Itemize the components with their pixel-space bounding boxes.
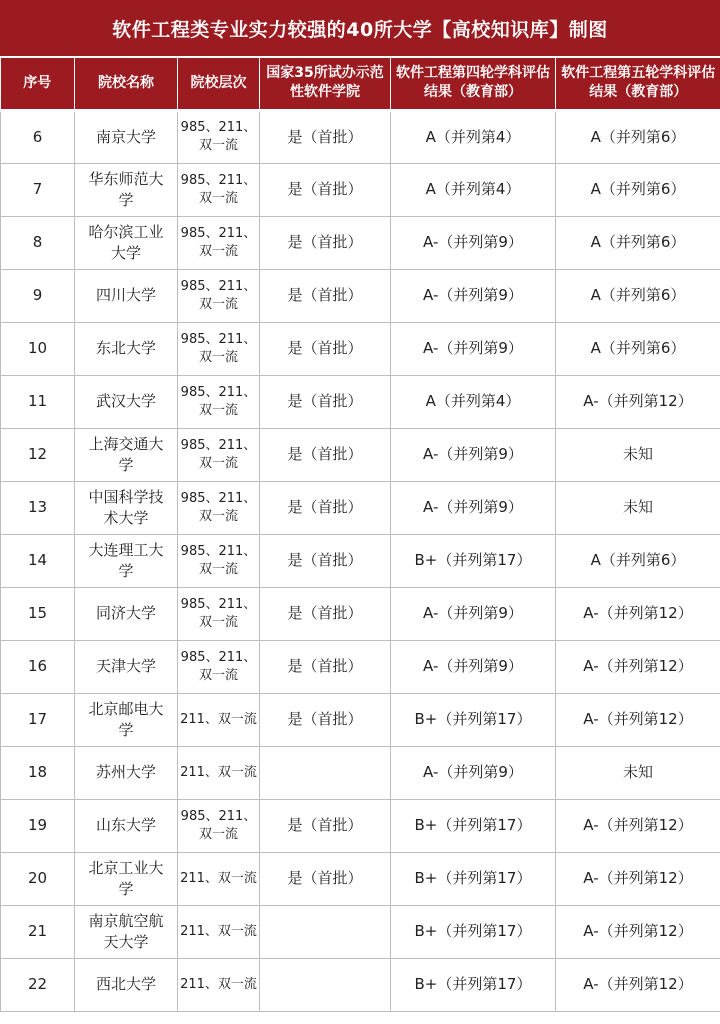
cell-round4-result: A-（并列第9）: [391, 587, 556, 640]
cell-university-name: 四川大学: [75, 269, 178, 322]
cell-pilot-school: 是（首批）: [260, 799, 391, 852]
cell-pilot-school: 是（首批）: [260, 322, 391, 375]
table-row: [1, 746, 720, 799]
table-row: [1, 375, 720, 428]
table-row: [1, 905, 720, 958]
cell-index: 7: [1, 163, 75, 216]
cell-round5-result: A（并列第6）: [556, 216, 720, 269]
cell-pilot-school: [260, 905, 391, 958]
table-row: [1, 640, 720, 693]
cell-index: 16: [1, 640, 75, 693]
cell-pilot-school: [260, 958, 391, 1011]
cell-index: 9: [1, 269, 75, 322]
cell-pilot-school: 是（首批）: [260, 481, 391, 534]
cell-pilot-school: [260, 746, 391, 799]
cell-round4-result: A-（并列第9）: [391, 481, 556, 534]
cell-pilot-school: 是（首批）: [260, 216, 391, 269]
cell-round5-result: A-（并列第12）: [556, 905, 720, 958]
table-row: [1, 534, 720, 587]
cell-round4-result: A-（并列第9）: [391, 216, 556, 269]
cell-round5-result: A-（并列第12）: [556, 375, 720, 428]
cell-round5-result: A-（并列第12）: [556, 799, 720, 852]
cell-round4-result: A-（并列第9）: [391, 746, 556, 799]
cell-round4-result: A（并列第4）: [391, 375, 556, 428]
cell-level: 985、211、双一流: [178, 216, 260, 269]
cell-index: 18: [1, 746, 75, 799]
cell-university-name: 武汉大学: [75, 375, 178, 428]
cell-round4-result: B+（并列第17）: [391, 534, 556, 587]
cell-pilot-school: 是（首批）: [260, 163, 391, 216]
cell-round5-result: A-（并列第12）: [556, 693, 720, 746]
cell-university-name: 同济大学: [75, 587, 178, 640]
header-pilot-software-school: 国家35所试办示范性软件学院: [260, 58, 391, 110]
cell-university-name: 北京工业大学: [75, 852, 178, 905]
cell-round4-result: B+（并列第17）: [391, 693, 556, 746]
cell-university-name: 华东师范大学: [75, 163, 178, 216]
cell-university-name: 山东大学: [75, 799, 178, 852]
header-row: [1, 58, 720, 110]
table-title: 软件工程类专业实力较强的40所大学【高校知识库】制图: [0, 0, 720, 58]
cell-university-name: 天津大学: [75, 640, 178, 693]
cell-level: 211、双一流: [178, 958, 260, 1011]
cell-level: 985、211、双一流: [178, 110, 260, 163]
cell-level: 985、211、双一流: [178, 163, 260, 216]
cell-index: 17: [1, 693, 75, 746]
cell-round5-result: A-（并列第12）: [556, 852, 720, 905]
cell-round4-result: A-（并列第9）: [391, 428, 556, 481]
cell-round5-result: 未知: [556, 481, 720, 534]
cell-index: 14: [1, 534, 75, 587]
table-row: [1, 322, 720, 375]
cell-pilot-school: 是（首批）: [260, 852, 391, 905]
cell-level: 211、双一流: [178, 852, 260, 905]
cell-level: 211、双一流: [178, 905, 260, 958]
cell-round5-result: A（并列第6）: [556, 322, 720, 375]
cell-pilot-school: 是（首批）: [260, 587, 391, 640]
table-row: [1, 799, 720, 852]
table-row: [1, 163, 720, 216]
cell-index: 11: [1, 375, 75, 428]
cell-level: 985、211、双一流: [178, 640, 260, 693]
cell-round5-result: A（并列第6）: [556, 269, 720, 322]
cell-round4-result: B+（并列第17）: [391, 852, 556, 905]
cell-index: 20: [1, 852, 75, 905]
cell-pilot-school: 是（首批）: [260, 375, 391, 428]
cell-university-name: 哈尔滨工业大学: [75, 216, 178, 269]
table-row: [1, 216, 720, 269]
cell-index: 13: [1, 481, 75, 534]
cell-index: 19: [1, 799, 75, 852]
cell-index: 8: [1, 216, 75, 269]
cell-round4-result: B+（并列第17）: [391, 958, 556, 1011]
cell-level: 985、211、双一流: [178, 481, 260, 534]
cell-level: 985、211、双一流: [178, 269, 260, 322]
table-row: [1, 428, 720, 481]
cell-level: 985、211、双一流: [178, 428, 260, 481]
cell-round4-result: B+（并列第17）: [391, 905, 556, 958]
cell-level: 985、211、双一流: [178, 375, 260, 428]
cell-index: 21: [1, 905, 75, 958]
cell-level: 985、211、双一流: [178, 322, 260, 375]
cell-index: 12: [1, 428, 75, 481]
cell-level: 985、211、双一流: [178, 587, 260, 640]
cell-round4-result: B+（并列第17）: [391, 799, 556, 852]
cell-pilot-school: 是（首批）: [260, 428, 391, 481]
table-row: [1, 958, 720, 1011]
cell-round5-result: A（并列第6）: [556, 163, 720, 216]
cell-pilot-school: 是（首批）: [260, 693, 391, 746]
cell-university-name: 中国科学技术大学: [75, 481, 178, 534]
cell-index: 10: [1, 322, 75, 375]
cell-round5-result: 未知: [556, 746, 720, 799]
table-row: [1, 269, 720, 322]
cell-round4-result: A（并列第4）: [391, 163, 556, 216]
university-table: [0, 58, 720, 1012]
table-row: [1, 693, 720, 746]
cell-round5-result: A-（并列第12）: [556, 587, 720, 640]
cell-university-name: 东北大学: [75, 322, 178, 375]
cell-university-name: 苏州大学: [75, 746, 178, 799]
header-index: 序号: [1, 58, 75, 110]
cell-round4-result: A-（并列第9）: [391, 640, 556, 693]
table-row: [1, 852, 720, 905]
cell-university-name: 西北大学: [75, 958, 178, 1011]
cell-pilot-school: 是（首批）: [260, 640, 391, 693]
cell-pilot-school: 是（首批）: [260, 534, 391, 587]
table-row: [1, 110, 720, 163]
cell-round4-result: A-（并列第9）: [391, 269, 556, 322]
cell-round4-result: A-（并列第9）: [391, 322, 556, 375]
header-level: 院校层次: [178, 58, 260, 110]
cell-index: 6: [1, 110, 75, 163]
cell-index: 22: [1, 958, 75, 1011]
cell-university-name: 北京邮电大学: [75, 693, 178, 746]
cell-round5-result: 未知: [556, 428, 720, 481]
cell-university-name: 上海交通大学: [75, 428, 178, 481]
cell-level: 985、211、双一流: [178, 799, 260, 852]
table-row: [1, 481, 720, 534]
cell-round5-result: A-（并列第12）: [556, 640, 720, 693]
cell-university-name: 南京航空航天大学: [75, 905, 178, 958]
cell-level: 211、双一流: [178, 746, 260, 799]
table-row: [1, 587, 720, 640]
header-round5-result: 软件工程第五轮学科评估结果（教育部）: [556, 58, 720, 110]
cell-pilot-school: 是（首批）: [260, 269, 391, 322]
cell-level: 211、双一流: [178, 693, 260, 746]
cell-university-name: 南京大学: [75, 110, 178, 163]
cell-level: 985、211、双一流: [178, 534, 260, 587]
cell-university-name: 大连理工大学: [75, 534, 178, 587]
cell-index: 15: [1, 587, 75, 640]
header-round4-result: 软件工程第四轮学科评估结果（教育部）: [391, 58, 556, 110]
cell-round4-result: A（并列第4）: [391, 110, 556, 163]
cell-round5-result: A（并列第6）: [556, 110, 720, 163]
cell-pilot-school: 是（首批）: [260, 110, 391, 163]
header-name: 院校名称: [75, 58, 178, 110]
cell-round5-result: A-（并列第12）: [556, 958, 720, 1011]
cell-round5-result: A（并列第6）: [556, 534, 720, 587]
